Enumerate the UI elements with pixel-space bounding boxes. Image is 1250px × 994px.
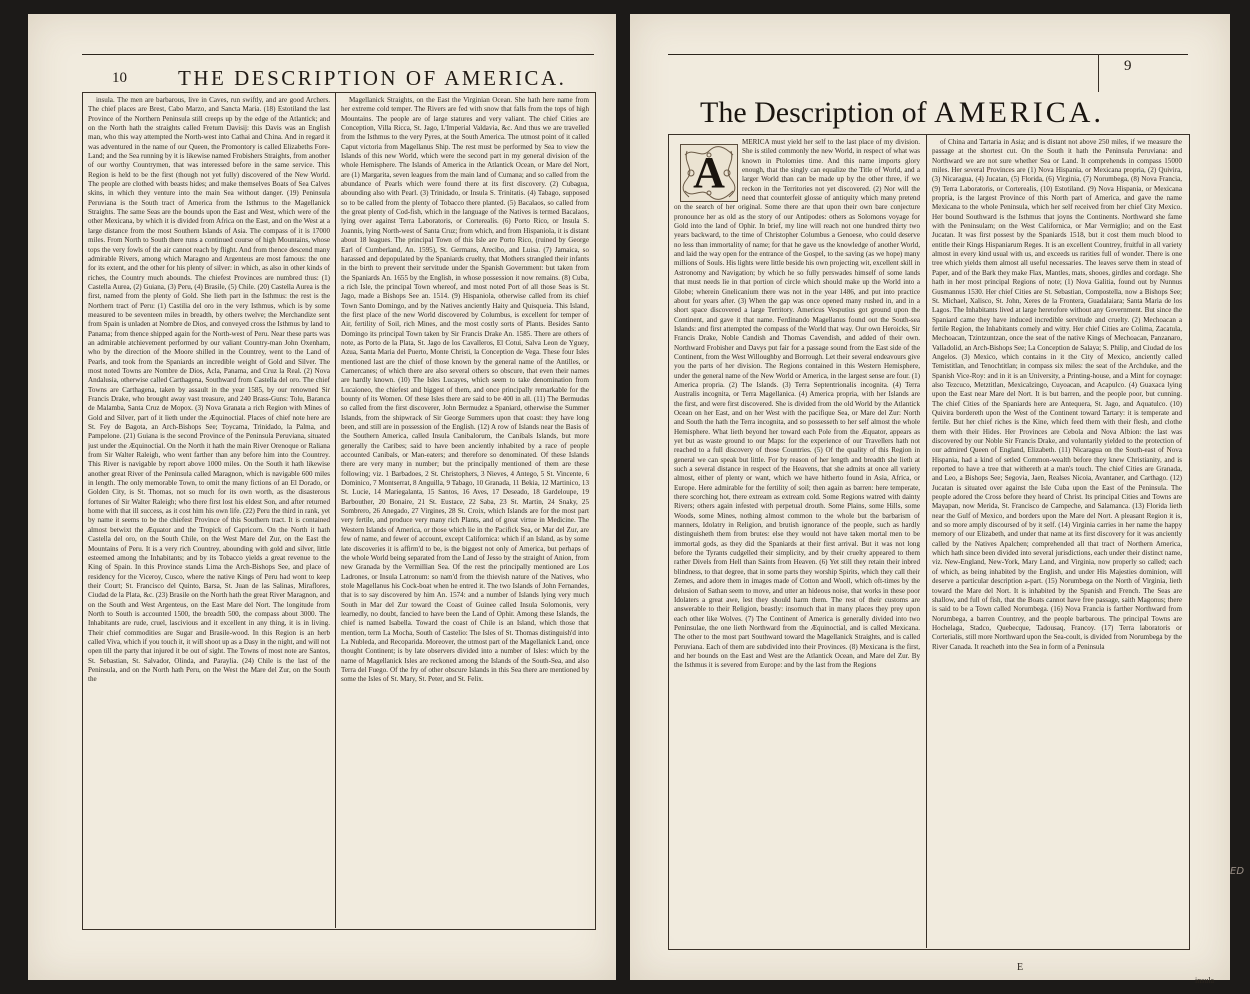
- catchword: insula: [1195, 976, 1215, 985]
- header-rule-top: [668, 54, 1188, 55]
- text-column-right: [932, 138, 1182, 944]
- right-page: [630, 14, 1245, 985]
- column-divider: [926, 134, 927, 948]
- column-text: of China and Tartaria in Asia; and is distant not above 250 miles, if we measure the passage at the shortest cut. On the South it hath the Peninsula Peruviana: and Northward we are not sure whether Sea or Land. It comprehends in compass 15000 miles. Her several Provinces are (1) Nova Hispania, or Mexicana propria, (2) Quivira, (3) Nicaragua, (4) Jucatan, (5) Florida, (6) Virginia, (7) Norumbega, (8) Nova Francia, (9) Terra Laboratoris, or Corterealis, (10) Estotiland. (9) Nova Hispania, or Mexicana propria, is the largest Province of this North part of America, and gave the name Mexicana to the whole Peninsula, which her self received from her chief City Mexico. Her bound Southward is the Isthmus that joyns the Continents. Northward she fame with the Peninsulam; on the West Californica, or Mar Vermiglio; and on the East Jucatan. It was first possest by the Spaniards 1518, but it cost them much blood to entitle their Kings Hispaniarum Reges. It is an excellent Countrey, fruitful in all variety almost in every kind usual with us, and exceeds us rarities full of wonder. There is one tree which yields them almost all useful necessaries. The leaves serve them in stead of Paper, and of the Bark they make Flax, Mantles, mats, shooes, girdles and cordage. She hath in her most principal Regions of note; (1) Nova Galitia, found out by Nunnus Gusmannus 1530. Her chief Cities are St. Sebastian, Compostella, now a Bishops See; St. Michael, Xalisco, St. John, Xeres de la Frontera, Guadalaiara; Santa Maria de los Lagos. The Inhabitants lived at large heretofore without any Government. But since the Spaniard came they have induced incredible servitude and cruelty. (2) Mechoacan a fertile Region, the Inhabitants comely and witty. Her chief Cities are Colima, Zacatula, Mechoacan, Tzintzuntzan, once the seat of the native Kings of Mechoacan, Panzanaro, Valladolid, an Arch-Bishops See; La Conception de Salaya; S. Philip, and Ciudad de los Angelos. (3) Mexico, which contains in it the City of Mexico, anciently called Temistitlan, and Tenochtitlan; in compass six miles: the seat of the Archduke, and the Spanish Vice-Roy: and in it is an University, a Printing-house, and a Mint for coynage: also Tezcuco, Metztitlan, Mexicalzingo, Cuyoacan, and Acapulco. (4) Guaxaca lying upon the East near Mare del Nort. It is but barren, and the people poor, but cunning. The chief Cities of the Spaniards here are Antequera, St. Jago, and Aquatulco. (10) Quivira bordereth upon the West of the Continent toward Tartary: it is temperate and fertile. But her chief riches is the Kine, which feed them with their flesh, and clothe them with their Hides. Her Provinces are Cebola and Nova Albion: the last was discovered by our Noble Sir Francis Drake, and voluntarily yielded to the protection of our admired Queen of England, Elizabeth. (11) Nicaragua on the South-east of Nova Hispania, had a kind of setled Common-wealth before they knew Christianity, and is reported to have a tree that withereth at a man's touch. The chief Cities are Granada, and Leo, a Bishops See; Segovia, Jaen, Realses Nicoia, Avantaner, and Carthago. (12) Jucatan is situated over against the Isle Cuba upon the East of the Peninsula. The people adored the Cross before they heard of Christ. Its principal Cities and Towns are Mayapan, now Merida, St. Francisco de Campeche, and Salamanca. (13) Florida lieth near the Gulf of Mexico, and borders upon the Mare del Nort. A pleasant Region it is, and so more amply discoursed of by it self. (14) Virginia carries in her name the happy memory of our Elizabeth, and under that name at its first discovery for it was anciently called by the Natives Apalchen; comprehended all that tract of Northern America, which hath since been divided into several jurisdictions, each under their distinct name, viz. New-England, New-York, Mary Land, and Virginia, now properly so called; each of which, as being inhabited by the English, and under His Majesties dominion, will deserve a particular description a-part. (15) Norumbega on the North of Virginia, lieth toward the Mare del Nort. It is inhabited by the Spanish and French. The Seas are shallow, and full of fish, that the Boats cannot have free passage, saith Magonus; there is said to be a Town called Norumbega. (16) Nova Francia is farther Northward from Norumbega, a barren Countrey, and the people barbarous. The principal Towns are Hochelaga, Stadco, Quebecque, Tadousaq, Francoy. (17) Terra laboratoris or Corterialis, still more Northward upon the Sea-coult, is divided from Norumbega by the River Canada. It reacheth into the Sea in form of a Peninsula: [932, 138, 1182, 651]
- signature-mark: E: [1017, 962, 1024, 973]
- title-dot: .: [1093, 96, 1101, 129]
- drop-cap-spacer: [674, 138, 742, 200]
- title-caps: AMERICA: [934, 96, 1094, 129]
- running-head: THE DESCRIPTION OF AMERICA.: [178, 66, 567, 90]
- page-title: [700, 96, 1170, 130]
- page-number-divider: [1098, 54, 1099, 92]
- text-column-right: [341, 96, 589, 924]
- title-prefix: The Description of: [700, 96, 927, 129]
- text-column-left: [88, 96, 330, 924]
- column-text: insula. The men are barbarous, live in Caves, run swiftly, and are good Archers. The chief places are Brest, Cabo Marzo, and Sancta Maria. (18) Estotiland the last Province of the Northern Peninsula still creeps up by the edge of the Atlantick; and on the North hath the straights called Fretum Davisij: this Davis was an English man, who this way attempted the North-west into Cathai and China. And in regard it was adventured in the name of our Queen, the Promontory is called Elizabeths Fore-Land; and the Sea running by it is likewise named Frobishers Straights, from another of our worthy Countrymen, that was interessed before in the same service. This Region is held to be the first (though not yet fully) discovered of the New World. The people are clothed with beasts hides; and make themselves Boats of Sea Calves skins, in which they venture into the main Sea without danger. (19) Peninsula Peruviana is the South tract of America from the Isthmus to the Magellanick Straights. The same Seas are the bounds upon the East and West, which were of the other Mexicana, by which it is divided from Africa on the East, and on the West at a large distance from the most Southern Islands of Asia. The compass of it is 17000 miles. From North to South there runs a continued course of high Mountains, whose tops the very fowls of the air cannot reach by flight. And from thence descend many admirable Rivers, among which Maragno and Argenteus are most famous: the one for its extent, and the other for his plenty of silver: in which, as also in other kinds of riches, the Country much abounds. The chiefest Provinces are numbred thus: (1) Castella Aurea, (2) Guiana, (3) Peru, (4) Brasile, (5) Chile. (20) Castella Aurea is the first, named from the plenty of Gold. She lieth part in the Isthmus: the rest is the Northern tract of Peru: (1) Castilia del oro in the very Isthmus, which is by some measured to be seventeen miles in breadth, by others twelve; the Merchandize sent from Spain is unladen at Nombre de Dios, and conveyed cross the Isthmus by land to Panama; from thence shipped again for the North-west of Peru. Near these parts was an admirable atchievement performed by our valiant Country-man John Oxenham, who by the direction of the Moore shilled in the Countrey, went to the Land of Pearls, and took from the Spaniards an incredible weight of Gold and Silver. The most noted Towns are Nombre de Dios, Acla, Panama, and Cruz la Real. (2) Nova Andalusia, otherwise called Carthagena, Southward from Castella del oro. The chief Towns are Carthagena, taken by assault in the year 1585, by our renowned Sir Francis Drake, who brought away vast treasure, and 240 Brass-Guns: Tolu, Baranca de Malamba, Santa Cruz de Mopox. (3) Nova Granata a rich Region with Mines of Gold and Silver, part of it lieth under the Æquinoctial. Places of chief note here are St. Fey de Bagota, an Arch-Bishops See; Toycama, Trinidado, la Palma, and Pampelone. (21) Guiana is the second Province of the Peninsula Peruviana, situated just under the Æquinoctial. On the North it hath the main River Orenoque or Raliana from Sir Walter Raleigh, who went farther than any before him into the Countrey. This River is navigable by report above 1000 miles. On the South it hath likewise another great River of the Peninsula called Maragnon, which is navigable 600 miles in length. The only memorable Town, to omit the many fictions of an El Dorado, or Golden City, is St. Thomas, not so much for its own worth, as the disasterous fortunes of Sir Walter Raleigh; who there first lost his eldest Son, and after returned home with that ill success, as it cost him his own life. (22) Peru the third in rank, yet by name it seems to be the chiefest Province of this Southern tract. It is contained almost betwixt the Æquator and the Tropick of Capricorn. On the North it hath Castella del oro, on the South Chile, on the West Mare del Zur, on the East the Mountains of Peru. It is a very rich Countrey, abounding with gold and silver, little esteemed among the Inhabitants; and by its Tobacco yields a great revenue to the King of Spain. In this Province stands Lima the Arch-Bishops See, and place of residency for the Viceroy, Cusco, where the native Kings of Peru had wont to keep their Court; St. Francisco del Quinto, Barsa, St. Juan de las Salinas, Miraflores, Ciudad de la Plata, &c. (23) Brasile on the North hath the great River Maragnon, and on the South and West Argenteus, on the East Mare del Nort. The longitude from North to South is accounted 1500, the breadth 500, the compass about 3000. The Inhabitants are rude, cruel, lascivious and it excellent in any thing, it is in living. Their chief commodities are Sugar and Brasile-wood. In this Region is an herb called Viva, which if you touch it, it will shoot up as a Dasy in the night, and will not open till the party that injured it be out of sight. The Towns of most note are Santos, St. Sebastian, St. Salvador, Olinda, and Paraylia. (24) Chile is the last of the Peninsula, and on the North hath Peru, on the West the Mare del Zur, on the South the: [88, 96, 330, 684]
- page-number: 10: [112, 70, 127, 86]
- page-number: 9: [1124, 58, 1132, 74]
- left-page: [28, 14, 616, 980]
- column-text: Magellanick Straights, on the East the Virginian Ocean. She hath here name from her extreme cold temper. The Rivers are fed with snow that falls from the tops of high Mountains. The people are of large statures and very valiant. The chief Cities are Conception, Villa Ricca, St. Jago, L'Imperial Valdavia, &c. And thus we are travelled from the Isthmus to the very Pyres, at the South America. The utmost point of it called Caput victoria from Magellanus Ship. The rest must be performed by Sea to view the Islands of this new World, which were the second part in my general division of the whole Hemisphere. The Islands of America in the Atlantick Ocean, or Mare del Nort, are (1) Margarita, seven leagues from the main land of Cumana; and so called from the abundance of Pearls which were found there at its first discovery. (2) Cubagua, abounding also with Pearl. (3) Trinidado, or Insula S. Trinitatis. (4) Tabago, supposed so to be called from the plenty of Tobacco there planted. (5) Bacalaos, so called from the great plenty of Cod-fish, which in the language of the Natives is termed Bacalaos, lying over against Terra Laboratoris, or Corterealis. (6) Porto Rico, or Insula S. Joannis, lying North-west of Santa Cruz; from which, and from Hispaniola, it is distant about 18 leagues. The principal Town of this Isle are Porto Rico, (ruined by George Earl of Cumberland, An. 1595), St. Germans, Arecibo, and Luisa. (7) Jamaica, so harassed and depopulated by the Spaniards cruelty, that Mothers strangled their infants in the birth to prevent their servitude under the Spanish Government: but taken from the Spaniards An. 1655 by the English, in whose possession it now remains. (8) Cuba, a rich Isle, the principal Town whereof, and most noted Port of all those Seas is St. Jago, made a Bishops See an. 1514. (9) Hispaniola, otherwise called from its chief Town Santo Domingo, and by the Natives anciently Haity and Quisqueia. This Island, the first place of the new World discovered by Columbus, is excellent for temper of Air, fertility of Soil, rich Mines, and the most costly sorts of Plants. Besides Santo Domingo its principal Town taken by Sir Francis Drake An. 1585. There are others of note, as Porto de la Plata, St. Jago de los Cavalleros, El Cotui, Salva Leon de Yguey, Azua, Santa Maria del Puerto, Monte Christi, la Conception de Vega. These four Isles mentioned last are the chief of those known by the general name of the Antilles, or Camercanes; of which there are also several others so obscure, that even their names are hardly known. (10) The Isles Lucayes, which seem to take denomination from Lucaioneo, the chiefest and biggest of them, and once principally remarkable for the bounty of its Women. Of these Isles there are said to be 400 in all. (11) The Bermudas so called from the first discoverer, John Bermudez a Spaniard, otherwise the Summer Islands, from the shipwrack of Sir George Summers upon that coast: they have long been, and still are in possession of the English. (12) A row of Islands near the Basis of the Southern America, called Insula Canibalorum, the Canibals Islands, but more generally the Caribes; said to have been anciently inhabited by a race of people accounted Canibals, or Man-eaters; and therefore so denominated. Of these Islands there are very many in number; but the principally mentioned of them are these following; viz. 1 Barbadoes, 2 St. Christophers, 3 Nieves, 4 Antego, 5 St. Vincente, 6 Dominico, 7 Montserrat, 8 Anguilla, 9 Tabago, 10 Granada, 11 Bekia, 12 Martinico, 13 St. Lucie, 14 Mariegalanta, 15 Santos, 16 Aves, 17 Deseado, 18 Gardeloupe, 19 Barbouther, 20 Bonaire, 21 St. Eustace, 22 Saba, 23 St. Martin, 24 Snaky, 25 Sombrero, 26 Anegado, 27 Virgines, 28 St. Croix, which Islands are for the most part very fertile, and produce very many rich Plants, and of great virtue in Medicine. The Western Islands of America, or those which lie in the Pacifick Sea, or Mar del Zur, are few of name, and fewer of account, except Californica: which if an Island, as by some late discoveries it is affirm'd to be, is the biggest not only of America, but perhaps of the whole World being separated from the Land of Jesso by the straight of Anion, from new Granada by the Vermillian Sea. Of the rest the principally mentioned are Los Ladrones, or Insula Latronum: so nam'd from the thievish nature of the Natives, who stole Magellanus his Cock-boat when he entred it. The two Islands of John Fernandes, that is to say discovered by him An. 1574: and a number of Islands lying very much South in Mar del Zur toward the Coast of Guinee called Insula Solomonis, very learnedly, no doubt, fancied to have been the Land of Ophir. Among these Islands, the chief is named Isabella. Toward the coast of Chile is an Island, which those that mention, term La Mocha, South of Castelio: The Isles of St. Thomas distinguish'd into La Nubleda, and Recoparida. Moreover, the utmost part of the Magellanick Land, once thought Continent; is by late observers divided into a number of Isles: which by the name of Magellanick Isles are reckoned among the Islands of the South-Sea, and also Terra del Fuego. Of the fry of other obscure Islands in this Sea there are mentioned by some the Isles of St. Mary, St. Peter, and St. Felix.: [341, 96, 589, 684]
- text-column-left: [674, 138, 920, 944]
- column-text: MERICA must yield her self to the last place of my division. She is stiled commonly the new World, in respect of what was known in Ptolomies time. And this name imports glory enough, that the singly can equalize the Title of World, and a larger World than can be made up by the other three, if we reckon in the Territories not yet discovered. (2) Nor will the need that counterfeit glosse of antiquity which many pretend on the search of her original. Some there are that upon their own bare conjecture pronounce her as old as the story of our Antipodes: others as Solomons voyage for Gold into the land of Ophir. In brief, my line will reach not one hundred thirty two years backward, to the time of Christopher Columbus a Genoese, who could deserve no less than immortality of name; for that he gave us the knowledge of another World, and laid the way open for the entrance of the Gospel, to the saving (as we hope) many millions of Souls. His lights were little beside his own projecting wit, excellent skill in Astronomy and Navigation; by which he so fully perswades himself of some lands that must needs lie in that portion of circle which should make up the World into a Globe; wherein Gnelicanium there was not in the year 1486, and put into practice about for years after. (3) When the gap was once opened many rushed in, and in a short space discovered a large Territory. Americus Vesputius got ground upon the Continent, and gave it that name. Ferdinando Magellanus found out the South-sea Islands: and first attempted the compass of the World that way. Our own Heroicks, Sir Francis Drake, Noble Candish and Thomas Cavendish, and added of their own. Northward Frobisher and Davys put fair for a passage sound from the East side of the Continent, from the West Willoughby and Borrough. Let their several endeavours give you the parts of her division. The Regions contained in this Western Hemisphere, under the general name of the New World or America, in the largest sense are four. (1) America propria. (2) The Islands. (3) Terra Septentrionalis incognita. (4) Terra Australis incognita, or Terra Magellanica. (4) America propria, with her Islands are the first, and were first discovered. She is divided from the old World by the Atlantick Ocean on her East, and on her West with the pacifique Sea, or Mare del Zur: North and South the hath the Terra incognita, and so possesseth to her self almost the whole Hemisphere. What lieth beyond her toward each Pole from the Æquator, appears as yet but as waste ground to our Maps: for the experience of our Travellers hath not reached to a full discovery of those Countries. (5) Of the quality of this Region in general we can speak but little. For by reason of her length and breadth she lieth at such a several distance in respect of the Heavens, that she admits at once all variety almost, either of plenty or want, which we have hitherto found in Asia, Africa, or Europe. Here admirable for the fertility of soil; then again as barren: here temperate, there scorching hot, there extream as extream cold. Some Regions watred with dainty Rivers; others again infested with perpetual drouth. Some Plains, some Hills, some Woods, some Mines, nothing almost common to the whole but the barbarism of manners, Idolatry in Religion, and brutish ignorance of the people, such as hardly distinguisheth them from brutes: else they would not have taken mortal men to be immortal gods, as they did the Spaniards at their first arrival. But it was not long before the Tyrants cudgelled their simplicity, and by their cruelty appeared to them rather Divels from Hell than Saints from Heaven. (6) Yet still they retain their inbred blindness, to that degree, that in some parts they worship Spirits, which they call their Zemes, and adore them in images made of Cotton and Wooll, which oft-times by the delusion of Sathan seem to move, and utter an hideous noise, that works in these poor Idolaters a great awe, lest they should harm them. The rest of their customs are answerable to their Religion, beastly: insomuch that in many places they prey upon each other like Wolves. (7) The Continent of America is generally divided into two Peninsulae, the one lieth Northward from the Æquinoctial, and is called Mexicana. The other to the most part Southward toward the Magellanick Straights, and is called Peruviana. Each of them are subdivided into their Provinces. (8) Mexicana is the first, and her bounds on the East and West are the Atlantick Ocean, and Mare del Zur. By the Isthmus it is severed from Europe: and by the last from the Regions: [674, 138, 920, 670]
- column-divider: [335, 92, 336, 928]
- header-rule-top: [82, 54, 594, 55]
- pencil-annotation: ED: [1230, 866, 1245, 877]
- drop-cap-letter: A: [693, 148, 725, 197]
